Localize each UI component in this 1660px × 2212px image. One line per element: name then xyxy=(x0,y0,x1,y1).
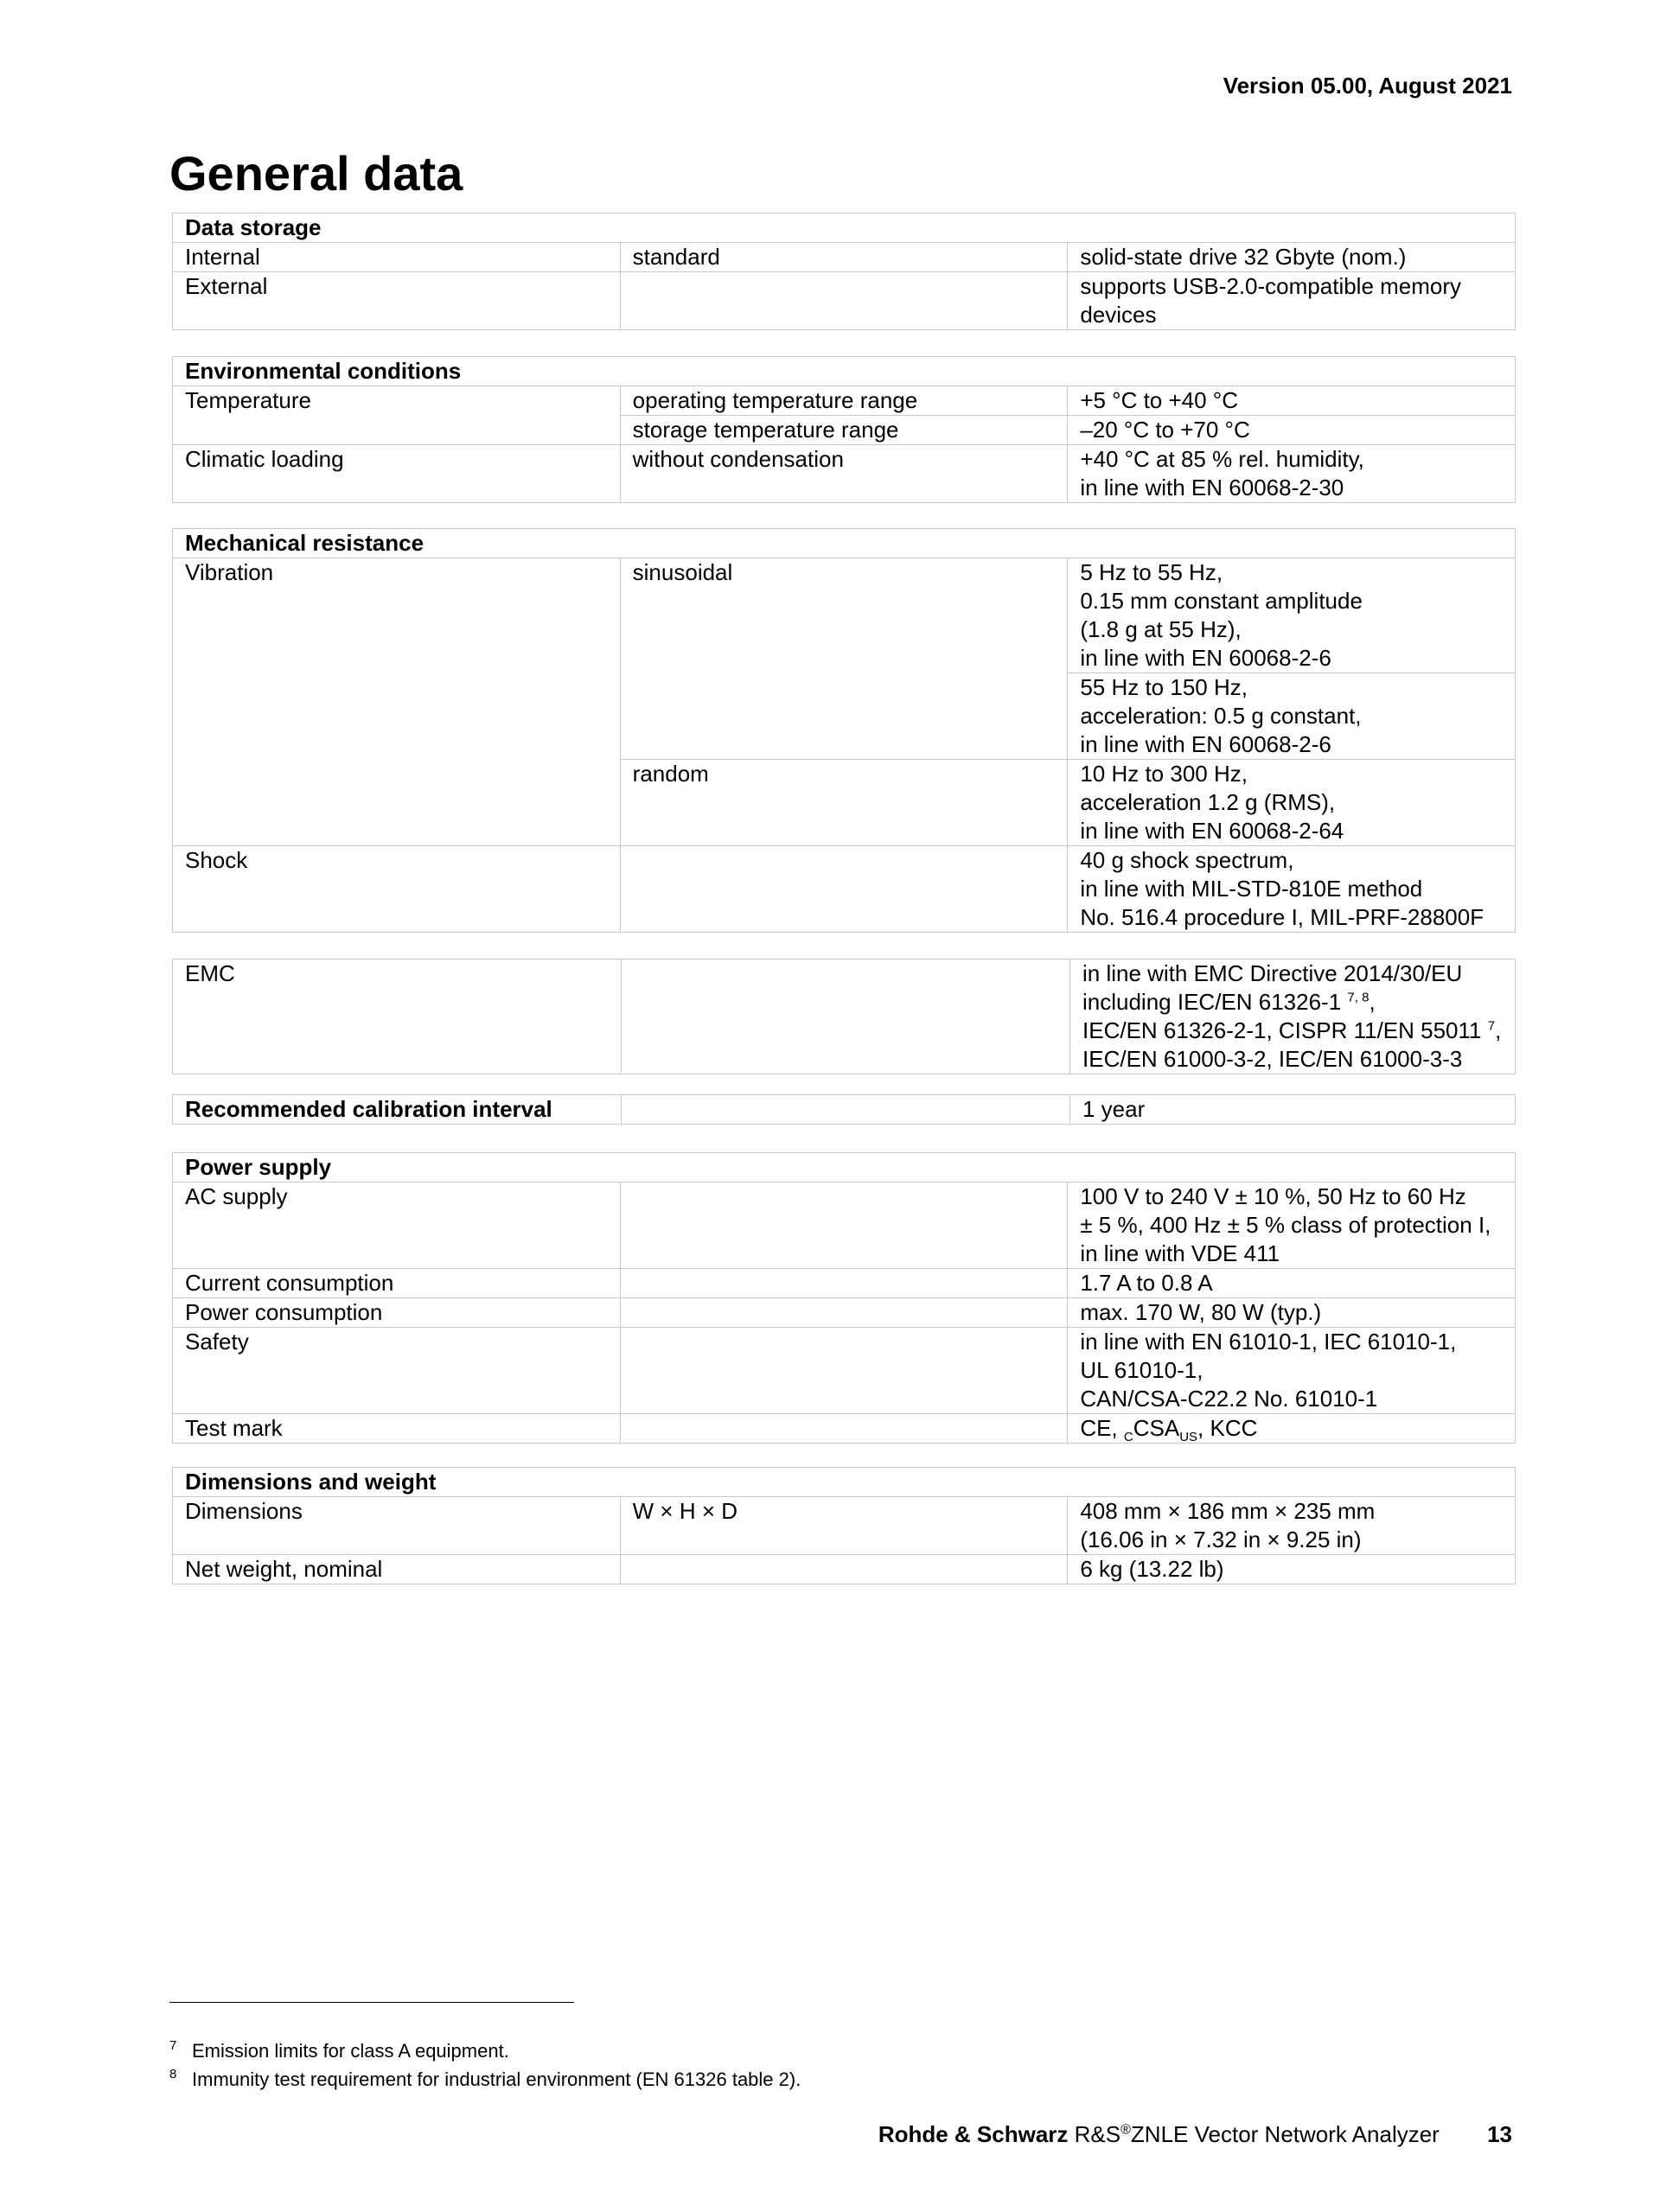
param-condition xyxy=(620,1555,1068,1584)
section-heading: Mechanical resistance xyxy=(173,529,1516,558)
footnote-text: Immunity test requirement for industrial environment (EN 61326 table 2). xyxy=(192,2069,801,2090)
value-line: in line with MIL-STD-810E method xyxy=(1080,876,1423,902)
param-condition: W × H × D xyxy=(620,1497,1068,1555)
value-text: IEC/EN 61326-2-1, CISPR 11/EN 55011 xyxy=(1082,1017,1482,1043)
section-heading: Data storage xyxy=(173,214,1516,243)
param-value xyxy=(1068,846,1516,933)
registered-mark: ® xyxy=(1120,2122,1131,2138)
param-value xyxy=(1068,1182,1516,1269)
value-line: ± 5 %, 400 Hz ± 5 % class of protection I, xyxy=(1080,1212,1491,1238)
cert-subscript: C xyxy=(1123,1430,1133,1445)
param-value xyxy=(1068,272,1516,330)
param-label: EMC xyxy=(173,959,622,1074)
footer-product-prefix: R&S xyxy=(1074,2121,1121,2147)
dimensions-table xyxy=(172,1467,1516,1584)
value-line: supports USB-2.0-compatible memory xyxy=(1080,273,1462,299)
param-value: solid-state drive 32 Gbyte (nom.) xyxy=(1068,243,1516,272)
value-text: CE, xyxy=(1080,1415,1124,1441)
value-line: 10 Hz to 300 Hz, xyxy=(1080,761,1248,787)
value-line: acceleration: 0.5 g constant, xyxy=(1080,703,1362,729)
footnote-number: 8 xyxy=(169,2067,177,2081)
param-condition xyxy=(620,1298,1068,1328)
param-value: 1.7 A to 0.8 A xyxy=(1068,1269,1516,1298)
table-row xyxy=(173,1095,1516,1125)
param-label: Current consumption xyxy=(173,1269,621,1298)
param-label: Dimensions xyxy=(173,1497,621,1555)
param-condition: without condensation xyxy=(620,445,1068,503)
data-storage-table xyxy=(172,213,1516,330)
value-line: (16.06 in × 7.32 in × 9.25 in) xyxy=(1080,1527,1362,1552)
param-label-continued xyxy=(173,416,621,445)
param-value: 6 kg (13.22 lb) xyxy=(1068,1555,1516,1584)
value-line: in line with EN 61010-1, IEC 61010-1, xyxy=(1080,1329,1457,1355)
table-row xyxy=(173,1555,1516,1584)
param-label: Test mark xyxy=(173,1414,621,1444)
footnote xyxy=(169,2065,801,2094)
table-row xyxy=(173,1182,1516,1269)
value-line: in line with VDE 411 xyxy=(1080,1240,1280,1266)
value-text: , KCC xyxy=(1197,1415,1258,1441)
footnote-ref: 7 xyxy=(1487,1018,1496,1034)
param-condition xyxy=(622,1095,1070,1125)
footnote xyxy=(169,2037,801,2065)
param-condition xyxy=(620,1269,1068,1298)
page-title: General data xyxy=(169,146,463,201)
power-supply-table xyxy=(172,1152,1516,1444)
param-label: Vibration xyxy=(173,558,621,846)
footnote-ref: 7, 8 xyxy=(1347,990,1370,1005)
value-line: acceleration 1.2 g (RMS), xyxy=(1080,789,1336,815)
mechanical-table xyxy=(172,528,1516,933)
table-row xyxy=(173,1269,1516,1298)
param-value xyxy=(1068,1497,1516,1555)
param-condition xyxy=(620,272,1068,330)
value-line: IEC/EN 61000-3-2, IEC/EN 61000-3-3 xyxy=(1082,1046,1463,1072)
param-label: Shock xyxy=(173,846,621,933)
value-line: 40 g shock spectrum, xyxy=(1080,847,1294,873)
table-row xyxy=(173,445,1516,503)
calibration-table xyxy=(172,1094,1516,1125)
footer-brand: Rohde & Schwarz xyxy=(878,2121,1069,2147)
param-value xyxy=(1068,1328,1516,1414)
param-condition xyxy=(620,846,1068,933)
param-value xyxy=(1068,445,1516,503)
value-line: 5 Hz to 55 Hz, xyxy=(1080,559,1223,585)
param-condition: storage temperature range xyxy=(620,416,1068,445)
param-label: AC supply xyxy=(173,1182,621,1269)
value-line xyxy=(1082,988,1503,1017)
value-line: 408 mm × 186 mm × 235 mm xyxy=(1080,1498,1376,1524)
param-condition xyxy=(622,959,1070,1074)
environmental-table xyxy=(172,356,1516,503)
table-row xyxy=(173,1414,1516,1444)
param-condition: random xyxy=(620,760,1068,846)
value-text: , xyxy=(1495,1017,1502,1043)
table-row xyxy=(173,386,1516,416)
param-value xyxy=(1068,760,1516,846)
param-label: Recommended calibration interval xyxy=(173,1095,622,1125)
table-row xyxy=(173,846,1516,933)
page-footer xyxy=(878,2121,1512,2148)
param-label: Net weight, nominal xyxy=(173,1555,621,1584)
param-label: Climatic loading xyxy=(173,445,621,503)
table-row xyxy=(173,959,1516,1074)
value-line: +40 °C at 85 % rel. humidity, xyxy=(1080,446,1364,472)
param-condition xyxy=(620,1414,1068,1444)
param-label: Power consumption xyxy=(173,1298,621,1328)
document-version: Version 05.00, August 2021 xyxy=(1223,73,1512,99)
value-line: in line with EN 60068-2-30 xyxy=(1080,475,1344,500)
value-line: No. 516.4 procedure I, MIL-PRF-28800F xyxy=(1080,904,1484,930)
param-condition: operating temperature range xyxy=(620,386,1068,416)
value-text: CSA xyxy=(1133,1415,1180,1441)
param-label: Temperature xyxy=(173,386,621,416)
section-heading: Environmental conditions xyxy=(173,357,1516,386)
table-row xyxy=(173,1328,1516,1414)
table-row xyxy=(173,416,1516,445)
section-heading: Dimensions and weight xyxy=(173,1468,1516,1497)
param-condition xyxy=(620,1328,1068,1414)
value-line xyxy=(1082,1017,1503,1045)
param-condition: sinusoidal xyxy=(620,558,1068,760)
value-line: devices xyxy=(1080,302,1157,328)
footnote-text: Emission limits for class A equipment. xyxy=(192,2040,509,2062)
param-value: –20 °C to +70 °C xyxy=(1068,416,1516,445)
footer-product: ZNLE Vector Network Analyzer xyxy=(1130,2121,1440,2147)
param-condition: standard xyxy=(620,243,1068,272)
footnote-divider xyxy=(169,2002,574,2003)
cert-subscript: US xyxy=(1179,1430,1198,1445)
footnotes xyxy=(169,2037,801,2094)
value-line: in line with EMC Directive 2014/30/EU xyxy=(1082,960,1463,986)
param-label: Internal xyxy=(173,243,621,272)
value-line: 0.15 mm constant amplitude xyxy=(1080,588,1363,614)
value-line: CAN/CSA-C22.2 No. 61010-1 xyxy=(1080,1386,1378,1412)
value-line: (1.8 g at 55 Hz), xyxy=(1080,616,1242,642)
emc-table xyxy=(172,959,1516,1074)
param-value xyxy=(1070,959,1516,1074)
value-line: in line with EN 60068-2-6 xyxy=(1080,645,1331,671)
value-line: 100 V to 240 V ± 10 %, 50 Hz to 60 Hz xyxy=(1080,1183,1466,1209)
footnote-number: 7 xyxy=(169,2038,177,2053)
value-line: in line with EN 60068-2-6 xyxy=(1080,731,1331,757)
param-value xyxy=(1068,1414,1516,1444)
section-heading: Power supply xyxy=(173,1153,1516,1182)
value-text: including IEC/EN 61326-1 xyxy=(1082,989,1342,1015)
value-line: in line with EN 60068-2-64 xyxy=(1080,818,1344,844)
param-condition xyxy=(620,1182,1068,1269)
table-row xyxy=(173,1497,1516,1555)
page-number: 13 xyxy=(1487,2121,1512,2147)
table-row xyxy=(173,243,1516,272)
param-value: max. 170 W, 80 W (typ.) xyxy=(1068,1298,1516,1328)
param-value: +5 °C to +40 °C xyxy=(1068,386,1516,416)
param-label: Safety xyxy=(173,1328,621,1414)
value-text: , xyxy=(1369,989,1376,1015)
param-label: External xyxy=(173,272,621,330)
value-line: 55 Hz to 150 Hz, xyxy=(1080,674,1248,700)
value-line: UL 61010-1, xyxy=(1080,1357,1204,1383)
table-row xyxy=(173,558,1516,673)
param-value xyxy=(1068,673,1516,760)
param-value xyxy=(1068,558,1516,673)
param-value: 1 year xyxy=(1070,1095,1516,1125)
table-row xyxy=(173,272,1516,330)
table-row xyxy=(173,1298,1516,1328)
